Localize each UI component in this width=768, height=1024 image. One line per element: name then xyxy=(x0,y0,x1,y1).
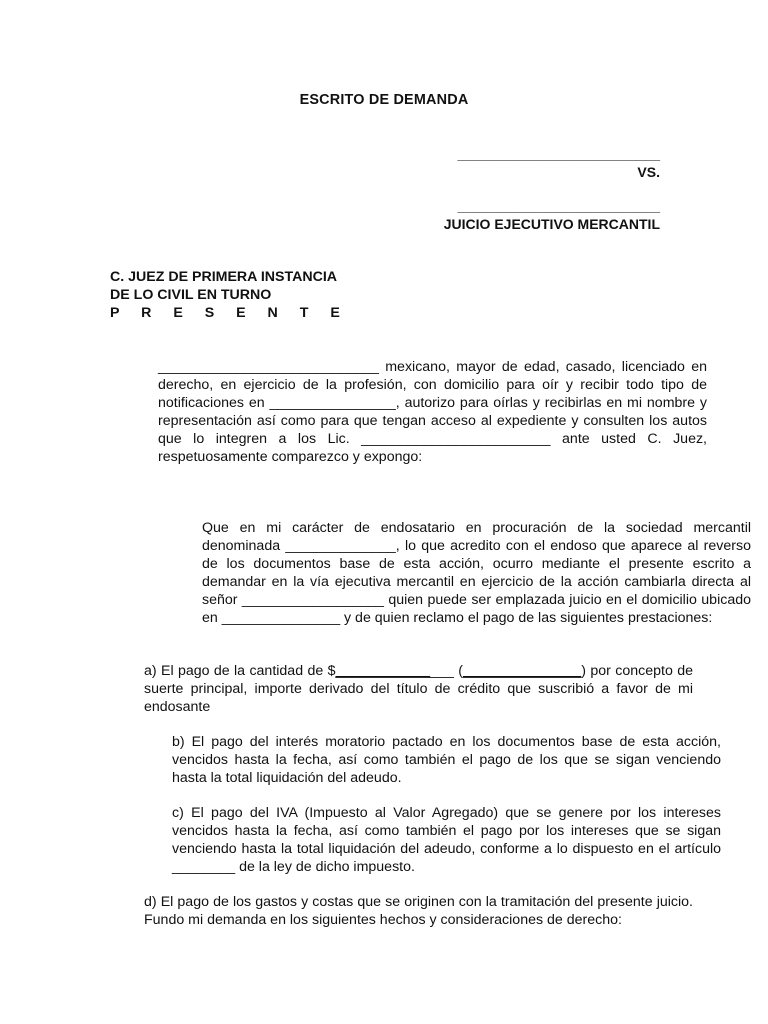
addressee-block xyxy=(110,268,410,322)
document-title: ESCRITO DE DEMANDA xyxy=(299,92,469,108)
item-a-text-1: a) El pago de la cantidad de $ xyxy=(144,663,336,679)
item-d-paragraph: d) El pago de los gastos y costas que se originen con la tramitación del presente juicio. Fundo mi demanda en los siguientes hechos y consideraciones de derecho: xyxy=(144,894,693,928)
parties-spacer xyxy=(410,181,660,197)
addressee-line-1: C. JUEZ DE PRIMERA INSTANCIA xyxy=(110,269,338,285)
item-a-text-3: ) por concepto de suerte principal, importe derivado del título de crédito que suscribió a favor de mi endosante xyxy=(144,663,693,715)
claim-paragraph: Que en mi carácter de endosatario en procuración de la sociedad mercantil denominada ______________, lo que acredito con el endoso que aparece al reverso de los documentos base de esta acción, ocurro mediante el presente escrito a demandar en la vía ejecutiva mercantil en ejercicio de la acción cambiarla directa al señor __________________ quien puede ser emplazada juicio en el domicilio ubicado en _______________ y de quien reclamo el pago de las siguientes prestaciones: xyxy=(202,520,751,626)
item-b-paragraph: b) El pago del interés moratorio pactado en los documentos base de esta acción, vencidos hasta la fecha, así como también el pago de los que se sigan venciendo hasta la total liquidación del adeudo. xyxy=(172,734,721,786)
plaintiff-blank: __________________________ xyxy=(457,146,660,162)
parties-block xyxy=(410,145,660,233)
item-a-paragraph xyxy=(110,662,693,716)
versus-label: VS. xyxy=(637,164,660,180)
item-a-words-blank: _______________ xyxy=(462,663,582,679)
item-a-amount-blank: ____________ xyxy=(335,663,431,679)
intro-paragraph: ____________________________ mexicano, mayor de edad, casado, licenciado en derecho, en ejercicio de la profesión, con domicilio para oír y recibir todo tipo de notificaciones en ________________, autorizo para oírlas y recibirlas en mi nombre y representación así como para que tengan acceso al expediente y consulten los autos que lo integren a los Lic. ________________________ ante usted C. Juez, respetuosamente comparezco y expongo: xyxy=(158,359,707,465)
item-a-text-2: ___ ( xyxy=(430,663,463,679)
item-c-paragraph: c) El pago del IVA (Impuesto al Valor Agregado) que se genere por los intereses vencidos hasta la fecha, así como también el pago por los intereses que se sigan venciendo hasta la total liquidación del adeudo, conforme a lo dispuesto en el artículo ________ de la ley de dicho impuesto. xyxy=(172,805,721,875)
addressee-line-3: P R E S E N T E xyxy=(110,305,349,321)
case-type: JUICIO EJECUTIVO MERCANTIL xyxy=(443,216,660,232)
addressee-line-2: DE LO CIVIL EN TURNO xyxy=(110,287,272,303)
defendant-blank: __________________________ xyxy=(457,198,660,214)
